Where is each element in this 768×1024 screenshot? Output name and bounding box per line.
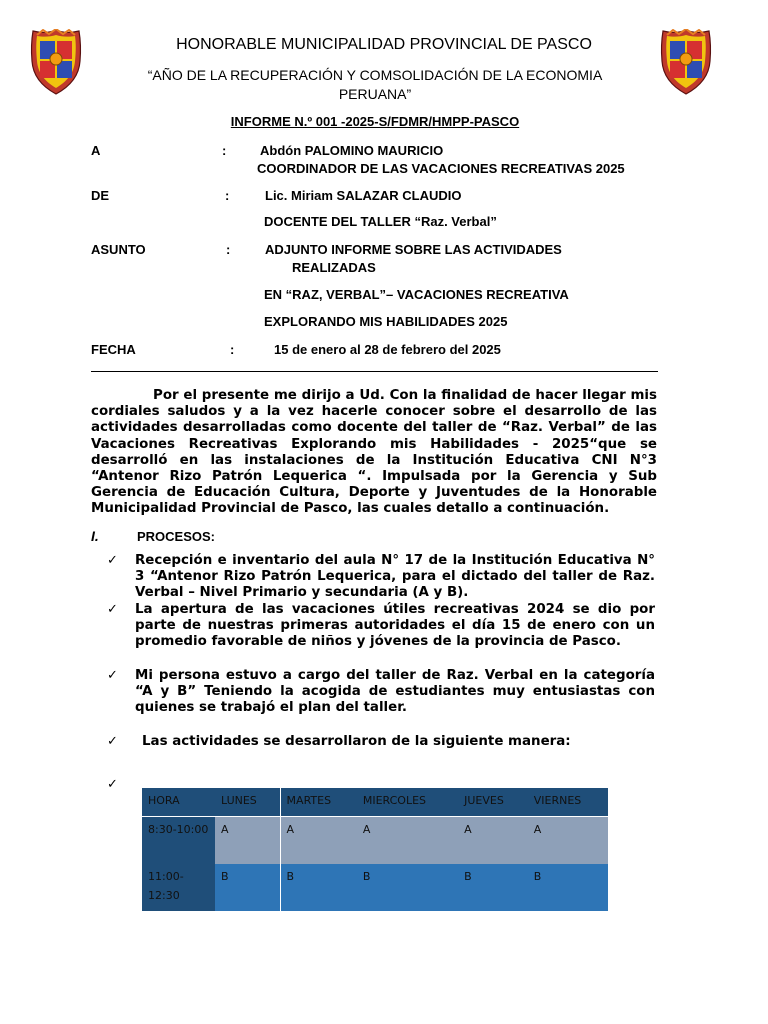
section-title: PROCESOS: — [137, 529, 216, 544]
checkmark-icon: ✓ — [107, 733, 118, 748]
checkmark-icon: ✓ — [107, 552, 118, 567]
date-label: FECHA — [91, 342, 136, 357]
date-colon: : — [230, 342, 235, 357]
report-id: INFORME N.º 001 -2025-S/FDMR/HMPP-PASCO — [230, 114, 520, 129]
table-cell: A — [458, 817, 528, 865]
subject-line-2: REALIZADAS — [292, 260, 376, 275]
from-colon: : — [225, 188, 230, 203]
header-cell: JUEVES — [458, 788, 528, 817]
intro-text: Por el presente me dirijo a Ud. Con la finalidad de hacer llegar mis cordiales saludos y a la vez hacerle conocer sobre el desarrollo de las actividades desarrolladas como docente del taller de “Raz. Verbal” de las Vacaciones Recreativas Explorando mis Habilidades - 2025“que se desarrolló en las instalaciones de la Institución Educativa CNI N°3 “Antenor Rizo Patrón Lequerica “. Impulsada por la Gerencia y Sub Gerencia de Educación Cultura, Deporte y Juventudes de la Honorable Municipalidad Provincial de Pasco, las cuales detallo a continuación. — [91, 388, 657, 517]
from-name: Lic. Miriam SALAZAR CLAUDIO — [265, 188, 462, 203]
subject-colon: : — [226, 242, 231, 257]
from-role: DOCENTE DEL TALLER “Raz. Verbal” — [264, 214, 497, 229]
header-cell: MARTES — [280, 788, 357, 817]
table-cell: B — [458, 864, 528, 911]
date-value: 15 de enero al 28 de febrero del 2025 — [274, 342, 501, 357]
bullet-item-2: La apertura de las vacaciones útiles recreativas 2024 se dio por parte de nuestras primeras autoridades el día 15 de enero con un promedio favorable de niños y jóvenes de la provincia de Pasco. — [135, 602, 655, 650]
table-cell: B — [357, 864, 458, 911]
checkmark-icon: ✓ — [107, 667, 118, 682]
table-cell: A — [357, 817, 458, 865]
table-cell: B — [528, 864, 608, 911]
to-role: COORDINADOR DE LAS VACACIONES RECREATIVAS 2025 — [257, 161, 625, 176]
table-header-row — [142, 788, 608, 817]
header-cell: HORA — [142, 788, 215, 817]
to-colon: : — [222, 143, 227, 158]
section-number: I. — [91, 528, 99, 544]
subject-label: ASUNTO — [91, 242, 146, 257]
subject-line-4: EXPLORANDO MIS HABILIDADES 2025 — [264, 314, 508, 329]
bullet-item-3: Mi persona estuvo a cargo del taller de Raz. Verbal en la categoría “A y B” Teniendo la acogida de estudiantes muy entusiastas con quienes se trabajó el plan del taller. — [135, 668, 655, 716]
checkmark-icon: ✓ — [107, 776, 118, 791]
header-cell: MIERCOLES — [357, 788, 458, 817]
bullet-item-4: Las actividades se desarrollaron de la siguiente manera: — [142, 734, 571, 749]
table-row — [142, 817, 608, 865]
year-motto: “AÑO DE LA RECUPERACIÓN Y COMSOLIDACIÓN DE LA ECONOMIA PERUANA” — [147, 67, 603, 102]
table-cell: A — [528, 817, 608, 865]
from-label: DE — [91, 188, 110, 203]
subject-line-1: ADJUNTO INFORME SOBRE LAS ACTIVIDADES — [265, 242, 562, 257]
subject-line-3: EN “RAZ, VERBAL”– VACACIONES RECREATIVA — [264, 287, 569, 302]
schedule-table — [142, 788, 608, 911]
to-label: A — [91, 143, 101, 158]
to-name: Abdón PALOMINO MAURICIO — [260, 143, 444, 158]
header-divider — [91, 371, 658, 372]
institution-title: HONORABLE MUNICIPALIDAD PROVINCIAL DE PASCO — [176, 36, 592, 53]
header-cell: VIERNES — [528, 788, 608, 817]
table-cell: B — [280, 864, 357, 911]
checkmark-icon: ✓ — [107, 601, 118, 616]
table-cell: B — [215, 864, 280, 911]
intro-paragraph — [91, 388, 657, 518]
table-cell: A — [280, 817, 357, 865]
time-cell: 8:30-10:00 — [142, 817, 215, 865]
table-cell: A — [215, 817, 280, 865]
bullet-item-1: Recepción e inventario del aula N° 17 de la Institución Educativa N° 3 “Antenor Rizo Patrón Lequerica, para el dictado del taller de Raz. Verbal – Nivel Primario y secundaria (A y B). — [135, 553, 655, 601]
header-cell: LUNES — [215, 788, 280, 817]
table-row — [142, 864, 608, 911]
time-cell: 11:00-12:30 — [142, 864, 215, 911]
